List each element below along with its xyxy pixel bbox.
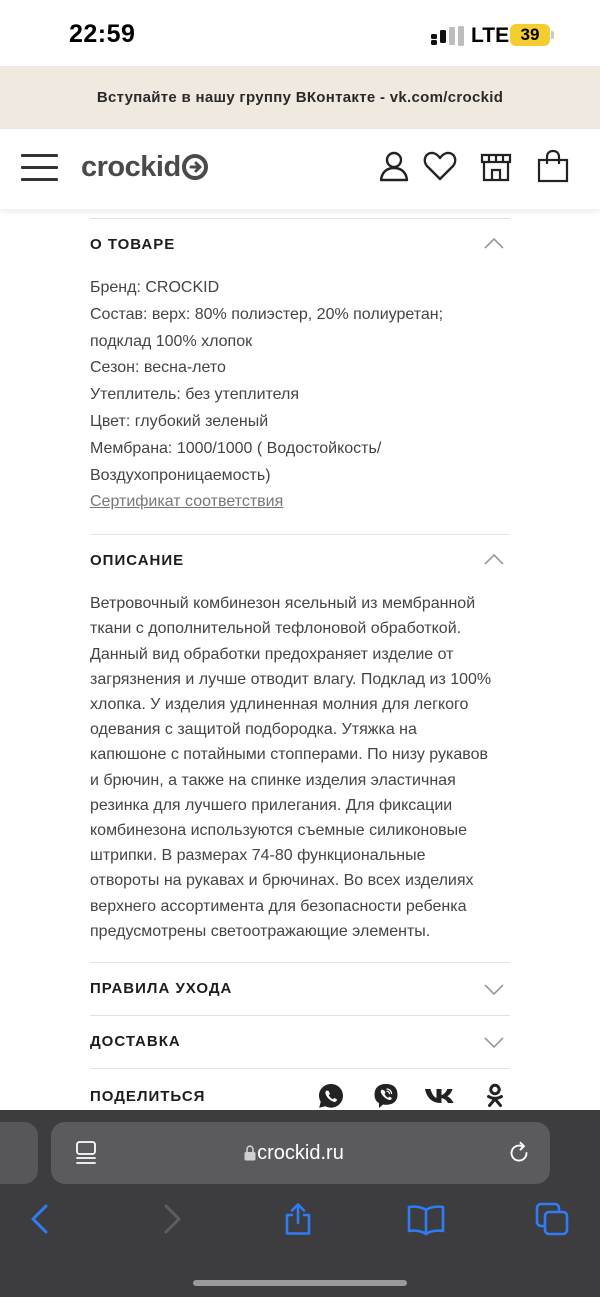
desc-line: ткани с дополнительной тефлоновой обработкой.	[90, 620, 462, 638]
about-attributes	[90, 271, 510, 534]
care-section-title: ПРАВИЛА УХОДА	[90, 980, 233, 998]
desc-line: Ветровочный комбинезон ясельный из мембранной	[90, 595, 476, 613]
chevron-down-icon[interactable]	[484, 1037, 504, 1049]
desc-line: капюшоне с потайными стопперами. По низу рукавов	[90, 746, 488, 764]
desc-line: хлопка. У изделия удлиненная молния для легкого	[90, 695, 469, 713]
stores-shop-icon[interactable]	[479, 149, 513, 183]
description-section-header[interactable]	[90, 535, 510, 587]
site-header	[0, 129, 600, 209]
desc-line: загрязнения и лучше отводит влагу. Подклад из 100%	[90, 670, 492, 688]
cellular-signal-icon	[431, 26, 465, 46]
desc-line: отвороты на рукавах и брючинах. Во всех изделиях	[90, 872, 474, 890]
reload-icon[interactable]	[507, 1141, 531, 1165]
status-time: 22:59	[69, 20, 136, 48]
bookmarks-book-icon[interactable]	[407, 1202, 445, 1236]
attr-line: Воздухопроницаемость)	[90, 466, 271, 484]
home-indicator	[193, 1280, 407, 1286]
attr-line: Сезон: весна-лето	[90, 359, 226, 377]
desc-line: штрипки. В размерах 74-80 функциональные	[90, 847, 426, 865]
favorites-heart-icon[interactable]	[423, 149, 457, 183]
forward-arrow-icon[interactable]	[154, 1202, 188, 1236]
desc-line: комбинезона используются съемные силиконовые	[90, 822, 467, 839]
product-details	[90, 209, 510, 1125]
lock-icon	[244, 1145, 256, 1161]
desc-line: одевания с защитой подбородка. Утяжка на	[90, 721, 417, 739]
status-bar	[0, 0, 600, 66]
care-section-header[interactable]	[90, 963, 510, 1015]
vk-icon[interactable]	[424, 1083, 458, 1109]
back-arrow-icon[interactable]	[24, 1202, 58, 1236]
browser-bottom-bar	[0, 1110, 600, 1297]
attr-line: Состав: верх: 80% полиэстер, 20% полиуретан;	[90, 305, 444, 323]
chevron-down-icon[interactable]	[484, 984, 504, 996]
logo-text: crockid	[81, 150, 181, 183]
site-logo[interactable]	[81, 147, 208, 187]
chevron-up-icon[interactable]	[484, 553, 504, 565]
desc-line: и брючин, а также на спинке изделия эластичная	[90, 771, 456, 789]
battery-icon	[510, 24, 554, 46]
chevron-up-icon[interactable]	[484, 237, 504, 249]
attr-line: Утеплитель: без утеплителя	[90, 386, 300, 404]
about-section-title: О ТОВАРЕ	[90, 236, 176, 253]
desc-line: верхнего ассортимента для безопасности ребенка	[90, 897, 467, 915]
promo-banner[interactable]: Вступайте в нашу группу ВКонтакте - vk.com/crockid	[0, 66, 600, 129]
description-section-title: ОПИСАНИЕ	[90, 552, 185, 570]
description-text	[90, 587, 510, 962]
hamburger-menu-icon[interactable]	[21, 153, 58, 181]
certificate-link[interactable]: Сертификат соответствия	[90, 493, 284, 511]
delivery-section-title: ДОСТАВКА	[90, 1033, 181, 1051]
viber-icon[interactable]	[373, 1083, 399, 1109]
desc-line: резинка для лучшего прилегания. Для фиксации	[90, 796, 453, 814]
desc-line: Данный вид обработки предохраняет изделие от	[90, 645, 454, 663]
odnoklassniki-icon[interactable]	[485, 1083, 505, 1109]
previous-tab-preview[interactable]	[0, 1122, 38, 1184]
share-title: ПОДЕЛИТЬСЯ	[90, 1088, 206, 1106]
network-type: LTE	[471, 24, 510, 47]
attr-line: подклад 100% хлопок	[90, 332, 253, 350]
whatsapp-icon[interactable]	[318, 1083, 344, 1109]
url-text[interactable]: crockid.ru	[257, 1142, 344, 1164]
logo-mark-icon	[182, 154, 208, 180]
shopping-bag-icon[interactable]	[536, 149, 570, 183]
about-section-header[interactable]	[90, 219, 510, 271]
attr-line: Мембрана: 1000/1000 ( Водостойкость/	[90, 439, 382, 457]
attr-line: Цвет: глубокий зеленый	[90, 412, 269, 430]
delivery-section-header[interactable]	[90, 1016, 510, 1068]
share-icon[interactable]	[281, 1202, 315, 1236]
account-icon[interactable]	[377, 149, 411, 183]
address-bar[interactable]	[51, 1122, 550, 1184]
tabs-icon[interactable]	[535, 1202, 569, 1236]
desc-line: предусмотрены светоотражающие элементы.	[90, 922, 431, 940]
battery-level: 39	[520, 25, 540, 44]
attr-line: Бренд: CROCKID	[90, 279, 220, 296]
